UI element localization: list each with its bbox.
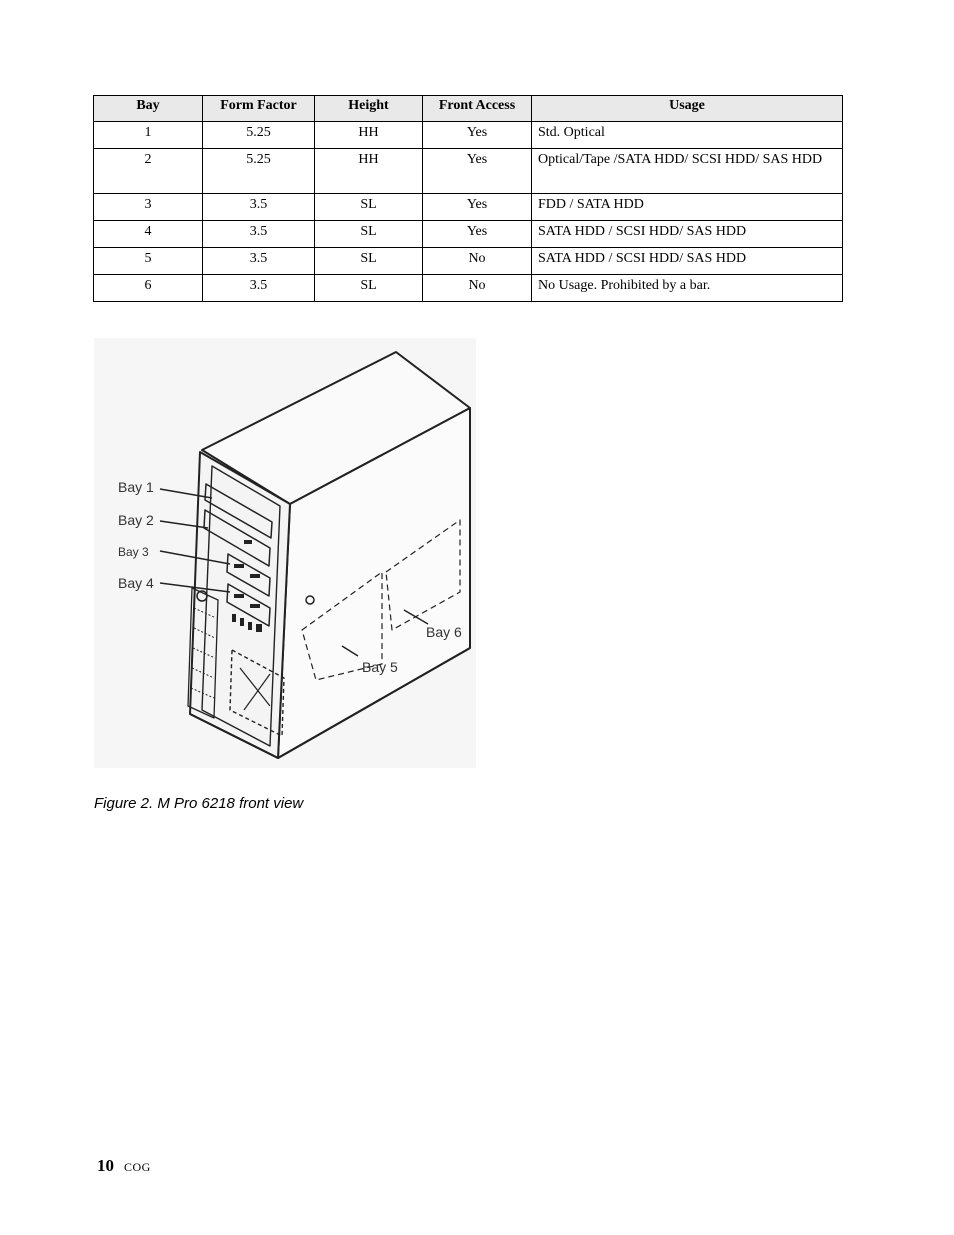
header-front-access: Front Access	[423, 96, 532, 122]
cell-front-access: Yes	[423, 149, 532, 194]
label-bay-5: Bay 5	[362, 659, 398, 675]
cell-usage: Optical/Tape /SATA HDD/ SCSI HDD/ SAS HDD	[532, 149, 843, 194]
cell-form-factor: 3.5	[203, 194, 315, 221]
cell-front-access: No	[423, 275, 532, 302]
cell-usage: No Usage. Prohibited by a bar.	[532, 275, 843, 302]
cell-bay: 5	[94, 248, 203, 275]
cell-bay: 3	[94, 194, 203, 221]
header-bay: Bay	[94, 96, 203, 122]
cell-height: HH	[315, 149, 423, 194]
label-bay-6: Bay 6	[426, 624, 462, 640]
table-row	[94, 275, 843, 302]
header-height: Height	[315, 96, 423, 122]
cell-height: HH	[315, 122, 423, 149]
cell-height: SL	[315, 248, 423, 275]
cell-form-factor: 3.5	[203, 221, 315, 248]
cell-bay: 2	[94, 149, 203, 194]
table-row	[94, 248, 843, 275]
front-view-figure	[94, 338, 476, 768]
cell-height: SL	[315, 221, 423, 248]
tower-illustration	[94, 338, 476, 768]
header-usage: Usage	[532, 96, 843, 122]
page-number: 10	[97, 1156, 114, 1175]
table-header-row	[94, 96, 843, 122]
cell-usage: SATA HDD / SCSI HDD/ SAS HDD	[532, 221, 843, 248]
cell-form-factor: 3.5	[203, 275, 315, 302]
cell-bay: 1	[94, 122, 203, 149]
cell-front-access: Yes	[423, 194, 532, 221]
cell-bay: 4	[94, 221, 203, 248]
table-row	[94, 194, 843, 221]
cell-usage: SATA HDD / SCSI HDD/ SAS HDD	[532, 248, 843, 275]
cell-height: SL	[315, 275, 423, 302]
cell-usage: Std. Optical	[532, 122, 843, 149]
figure-caption: Figure 2. M Pro 6218 front view	[94, 795, 304, 812]
cell-form-factor: 5.25	[203, 149, 315, 194]
cell-form-factor: 5.25	[203, 122, 315, 149]
cell-bay: 6	[94, 275, 203, 302]
cell-form-factor: 3.5	[203, 248, 315, 275]
label-bay-3: Bay 3	[118, 545, 149, 559]
document-name: COG	[124, 1160, 151, 1174]
label-bay-1: Bay 1	[118, 479, 154, 495]
header-form-factor: Form Factor	[203, 96, 315, 122]
cell-front-access: No	[423, 248, 532, 275]
table-row	[94, 122, 843, 149]
cell-front-access: Yes	[423, 221, 532, 248]
table-row	[94, 149, 843, 194]
label-bay-4: Bay 4	[118, 575, 154, 591]
cell-front-access: Yes	[423, 122, 532, 149]
cell-height: SL	[315, 194, 423, 221]
bay-table	[93, 95, 843, 302]
cell-usage: FDD / SATA HDD	[532, 194, 843, 221]
table-row	[94, 221, 843, 248]
page-footer	[97, 1156, 151, 1176]
label-bay-2: Bay 2	[118, 512, 154, 528]
